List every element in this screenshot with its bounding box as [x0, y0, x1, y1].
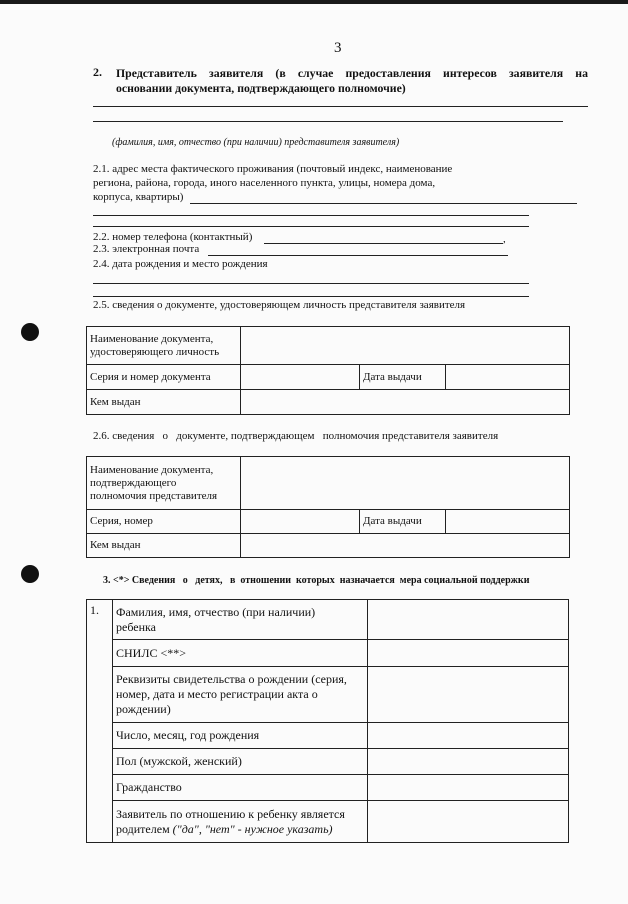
- authority-doc-issued-by-label: Кем выдан: [87, 534, 241, 558]
- scan-top-edge: [0, 0, 628, 4]
- authority-doc-series-label: Серия, номер: [87, 510, 241, 534]
- child-citizenship-label: Гражданство: [113, 775, 368, 801]
- punch-hole-bottom: [21, 565, 39, 583]
- child-citizenship-field[interactable]: [368, 775, 569, 801]
- child-birth-cert-label: Реквизиты свидетельства о рождении (серия, номер, дата и место регистрации акта о рождении): [113, 667, 368, 723]
- authority-doc-issue-date-field[interactable]: [446, 510, 570, 534]
- phone-line: [264, 243, 503, 244]
- fio-caption: (фамилия, имя, отчество (при наличии) представителя заявителя): [112, 137, 400, 148]
- address-line-3: [93, 226, 529, 227]
- identity-doc-issue-date-field[interactable]: [446, 365, 570, 390]
- identity-doc-issued-by-label: Кем выдан: [87, 390, 241, 415]
- address-line-1: [190, 203, 577, 204]
- birth-line-2: [93, 296, 529, 297]
- children-table: [86, 599, 569, 843]
- child-gender-label: Пол (мужской, женский): [113, 749, 368, 775]
- authority-doc-series-field[interactable]: [241, 510, 360, 534]
- section2-number: 2.: [93, 65, 102, 79]
- page-number: 3: [334, 40, 342, 56]
- child-fio-field[interactable]: [368, 600, 569, 640]
- child-relation-line2: [116, 822, 364, 837]
- section2-title-line2: основании документа, подтверждающего полномочие): [116, 81, 406, 95]
- identity-doc-series-field[interactable]: [241, 365, 360, 390]
- identity-doc-issue-date-label: Дата выдачи: [360, 365, 446, 390]
- email-line: [208, 255, 508, 256]
- identity-doc-label: 2.5. сведения о документе, удостоверяющем личность представителя заявителя: [93, 299, 466, 311]
- child-fio-label: Фамилия, имя, отчество (при наличии) ребенка: [113, 600, 368, 640]
- section2-title-line1: Представитель заявителя (в случае предоставления интересов заявителя на: [116, 66, 588, 80]
- child-relation-label: Заявитель по отношению к ребенку является родителем ("да", "нет" - нужное указать): [113, 801, 368, 843]
- child-relation-field[interactable]: [368, 801, 569, 843]
- punch-hole-top: [21, 323, 39, 341]
- address-label-line2: региона, района, города, иного населенного пункта, улицы, номера дома,: [93, 177, 436, 189]
- section3-title: 3. <*> Сведения о детях, в отношении которых назначается мера социальной поддержки: [103, 575, 530, 586]
- child-relation-prefix: родителем: [116, 821, 173, 836]
- address-label-line1: 2.1. адрес места фактического проживания (почтовый индекс, наименование: [93, 163, 453, 175]
- authority-doc-issued-by-field[interactable]: [241, 534, 570, 558]
- fio-line-1: [93, 106, 588, 107]
- identity-doc-series-label: Серия и номер документа: [87, 365, 241, 390]
- child-relation-hint: ("да", "нет" - нужное указать): [172, 821, 333, 836]
- phone-label: 2.2. номер телефона (контактный): [93, 231, 253, 243]
- birth-label: 2.4. дата рождения и место рождения: [93, 258, 268, 270]
- birth-line-1: [93, 283, 529, 284]
- authority-doc-table: [86, 456, 570, 558]
- identity-doc-name-field[interactable]: [241, 327, 570, 365]
- email-label: 2.3. электронная почта: [93, 243, 200, 255]
- address-label-line3: корпуса, квартиры): [93, 191, 184, 203]
- section2-title: [116, 66, 588, 96]
- child-birth-date-field[interactable]: [368, 723, 569, 749]
- fio-line-2: [93, 121, 563, 122]
- child-snils-field[interactable]: [368, 640, 569, 667]
- phone-comma: ,: [503, 233, 506, 245]
- child-snils-label: СНИЛС <**>: [113, 640, 368, 667]
- authority-doc-issue-date-label: Дата выдачи: [360, 510, 446, 534]
- authority-doc-name-label: Наименование документа, подтверждающего полномочия представителя: [87, 457, 241, 510]
- child-birth-date-label: Число, месяц, год рождения: [113, 723, 368, 749]
- authority-doc-name-field[interactable]: [241, 457, 570, 510]
- identity-doc-issued-by-field[interactable]: [241, 390, 570, 415]
- address-line-2: [93, 215, 529, 216]
- identity-doc-table: [86, 326, 570, 415]
- identity-doc-name-label: Наименование документа, удостоверяющего личность: [87, 327, 241, 365]
- child-gender-field[interactable]: [368, 749, 569, 775]
- child-birth-cert-field[interactable]: [368, 667, 569, 723]
- authority-doc-label: 2.6. сведения о документе, подтверждающем полномочия представителя заявителя: [93, 430, 499, 442]
- child-row-number: 1.: [87, 600, 113, 843]
